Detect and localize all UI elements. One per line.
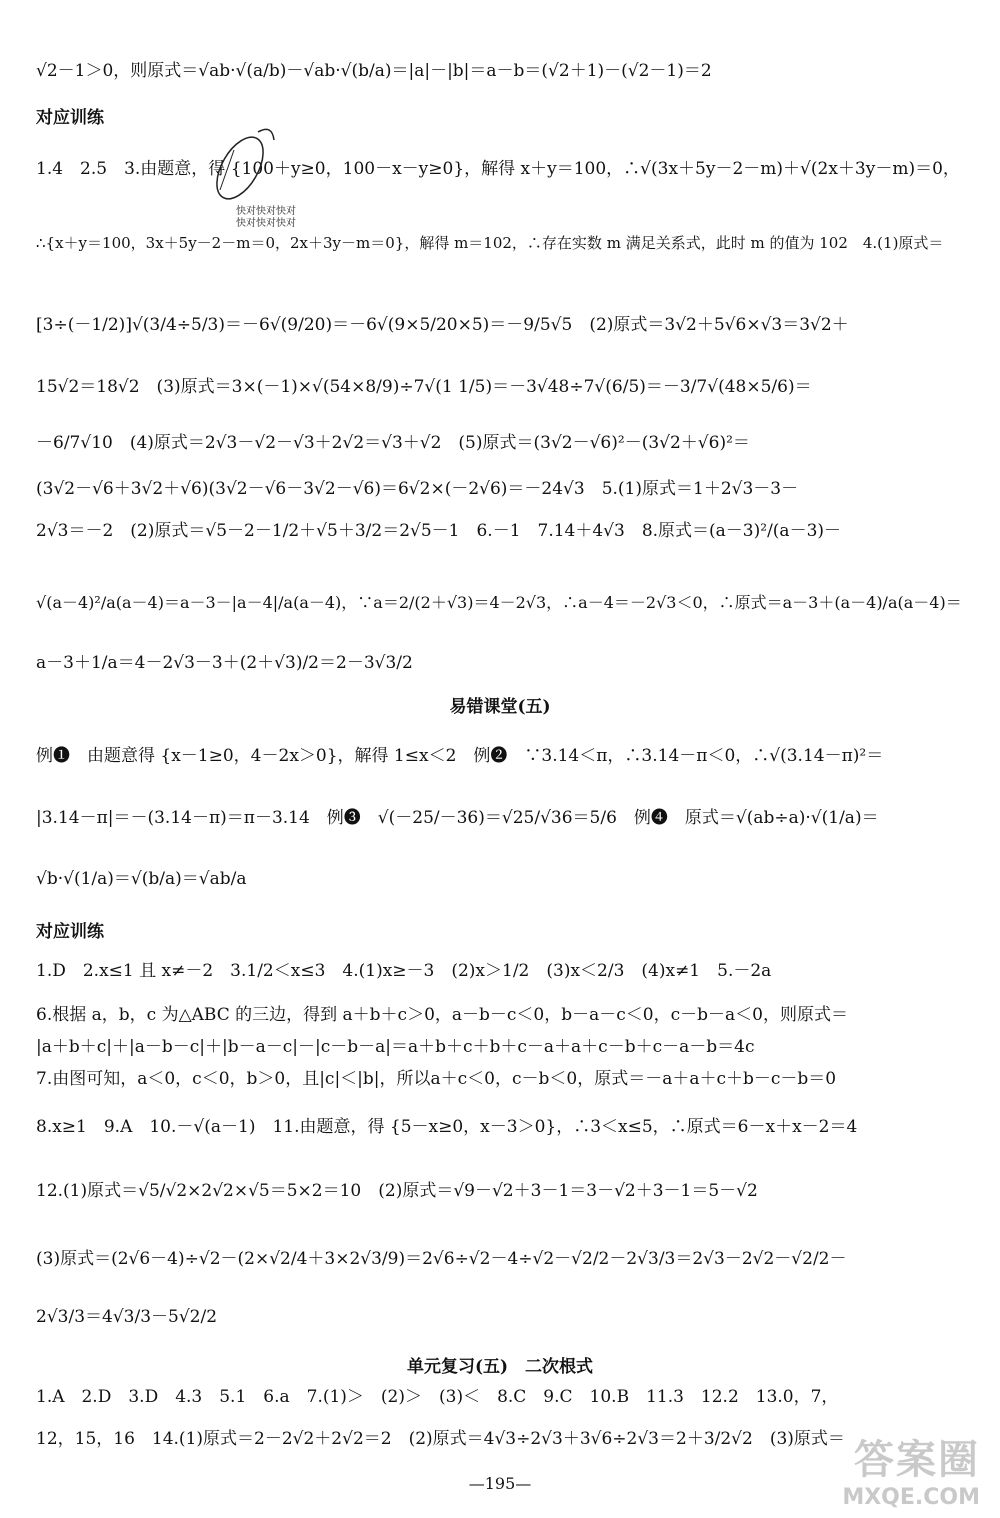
text-line: 12，15，16 14.(1)原式＝2－2√2＋2√2＝2 (2)原式＝4√3÷2√3＋3√6÷2√3＝2＋3/2√2 (3)原式＝ xyxy=(36,1429,845,1449)
text-line: 1.D 2.x≤1 且 x≠－2 3.1/2＜x≤3 4.(1)x≥－3 (2)x＞1/2 (3)x＜2/3 (4)x≠1 5.－2a xyxy=(36,961,772,981)
scribble-mark-icon xyxy=(200,120,290,210)
text-line: √b·√(1/a)＝√(b/a)＝√ab/a xyxy=(36,869,247,889)
text-line: 2√3＝－2 (2)原式＝√5－2－1/2＋√5＋3/2＝2√5－1 6.－1 7.14＋4√3 8.原式＝(a－3)²/(a－3)－ xyxy=(36,521,842,541)
text-line: √(a－4)²/a(a－4)＝a－3－|a－4|/a(a－4)，∵a＝2/(2＋√3)＝4－2√3，∴a－4＝－2√3＜0，∴原式＝a－3＋(a－4)/a(a－4)＝ xyxy=(36,593,962,612)
watermark xyxy=(842,1428,980,1510)
text-line: 12.(1)原式＝√5/√2×2√2×√5＝5×2＝10 (2)原式＝√9－√2＋3－1＝3－√2＋3－1＝5－√2 xyxy=(36,1181,758,1201)
text-line: 1.A 2.D 3.D 4.3 5.1 6.a 7.(1)＞ (2)＞ (3)＜ 8.C 9.C 10.B 11.3 12.2 13.0，7， xyxy=(36,1387,839,1407)
page-number: —195— xyxy=(468,1474,532,1493)
section-title: 单元复习(五) 二次根式 xyxy=(406,1357,594,1377)
text-line: [3÷(－1/2)]√(3/4÷5/3)＝－6√(9/20)＝－6√(9×5/20×5)＝－9/5√5 (2)原式＝3√2＋5√6×√3＝3√2＋ xyxy=(36,315,849,335)
text-line: ∴{x＋y＝100，3x＋5y－2－m＝0，2x＋3y－m＝0}，解得 m＝102，∴存在实数 m 满足关系式，此时 m 的值为 102 4.(1)原式＝ xyxy=(36,234,944,252)
text-line: 例❶ 由题意得 {x－1≥0，4－2x＞0}，解得 1≤x＜2 例❷ ∵3.14＜π，∴3.14－π＜0，∴√(3.14－π)²＝ xyxy=(36,746,884,766)
text-line: 7.由图可知，a＜0，c＜0，b＞0，且|c|＜|b|，所以a＋c＜0，c－b＜0，原式＝－a＋a＋c＋b－c－b＝0 xyxy=(36,1069,837,1089)
text-line: √2－1＞0，则原式＝√ab·√(a/b)－√ab·√(b/a)＝|a|－|b|＝a－b＝(√2＋1)－(√2－1)＝2 xyxy=(36,61,712,81)
watermark-main: 答案圈 xyxy=(854,1437,980,1483)
text-line: |3.14－π|＝－(3.14－π)＝π－3.14 例❸ √(－25/－36)＝√25/√36＝5/6 例❹ 原式＝√(ab÷a)·√(1/a)＝ xyxy=(36,808,879,828)
text-line: (3√2－√6＋3√2＋√6)(3√2－√6－3√2－√6)＝6√2×(－2√6)＝－24√3 5.(1)原式＝1＋2√3－3－ xyxy=(36,479,799,499)
section-title: 易错课堂(五) xyxy=(449,697,551,717)
training-title: 对应训练 xyxy=(36,922,104,942)
text-line: (3)原式＝(2√6－4)÷√2－(2×√2/4＋3×2√3/9)＝2√6÷√2－4÷√2－√2/2－2√3/3＝2√3－2√2－√2/2－ xyxy=(36,1249,847,1269)
watermark-sub: MXQE.COM xyxy=(842,1485,980,1510)
training-title: 对应训练 xyxy=(36,108,104,128)
text-line: －6/7√10 (4)原式＝2√3－√2－√3＋2√2＝√3＋√2 (5)原式＝(3√2－√6)²－(3√2＋√6)²＝ xyxy=(36,433,750,453)
text-line: a－3＋1/a＝4－2√3－3＋(2＋√3)/2＝2－3√3/2 xyxy=(36,653,413,673)
text-line: 6.根据 a，b，c 为△ABC 的三边，得到 a＋b＋c＞0，a－b－c＜0，b－a－c＜0，c－b－a＜0，则原式＝ xyxy=(36,1005,848,1025)
handwritten-note: 快对快对快对 快对快对快对 xyxy=(236,206,296,229)
text-line: |a＋b＋c|＋|a－b－c|＋|b－a－c|－|c－b－a|＝a＋b＋c＋b＋c－a＋a＋c－b＋c－a－b＝4c xyxy=(36,1037,755,1057)
text-line: 15√2＝18√2 (3)原式＝3×(－1)×√(54×8/9)÷7√(1 1/5)＝－3√48÷7√(6/5)＝－3/7√(48×5/6)＝ xyxy=(36,377,812,397)
text-line: 2√3/3＝4√3/3－5√2/2 xyxy=(36,1307,218,1327)
text-line: 8.x≥1 9.A 10.－√(a－1) 11.由题意，得 {5－x≥0，x－3＞0}，∴3＜x≤5，∴原式＝6－x＋x－2＝4 xyxy=(36,1117,858,1137)
text-line: 1.4 2.5 3.由题意，得 {100＋y≥0，100－x－y≥0}，解得 x＋y＝100，∴√(3x＋5y－2－m)＋√(2x＋3y－m)＝0， xyxy=(36,159,960,179)
